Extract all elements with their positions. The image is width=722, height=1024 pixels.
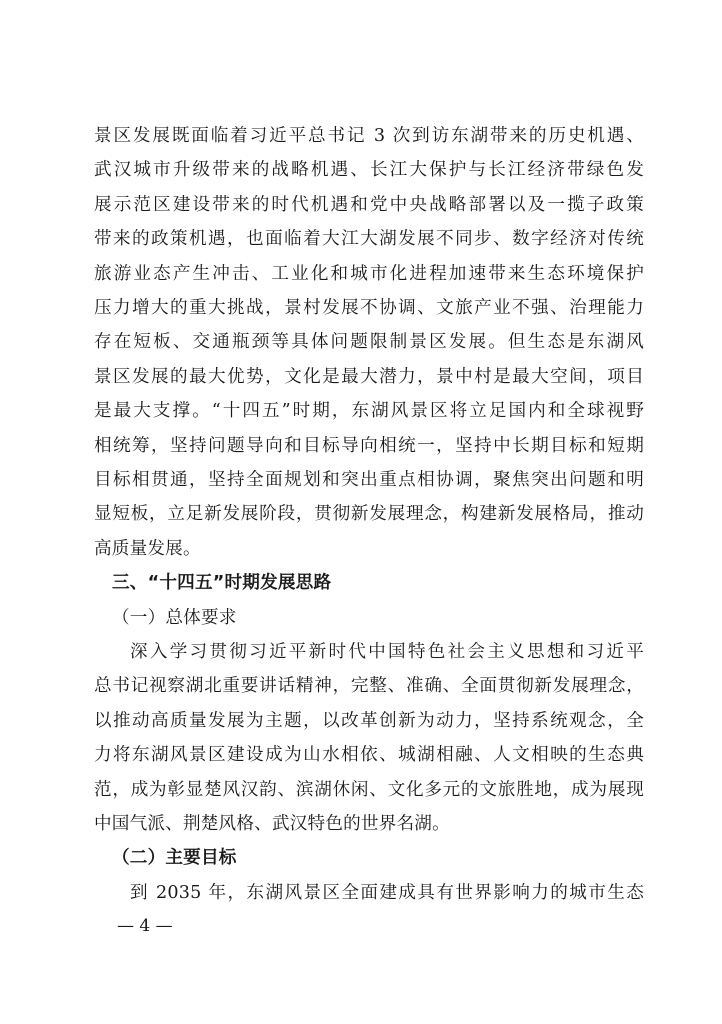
body-text-line: 中国气派、荆楚风格、武汉特色的世界名湖。 — [94, 814, 450, 834]
body-text-line: 相统筹，坚持问题导向和目标导向相统一，坚持中长期目标和短期 — [94, 435, 644, 456]
body-text-line: 深入学习贯彻习近平新时代中国特色社会主义思想和习近平 — [130, 642, 644, 662]
body-text-line: 范，成为彰显楚风汉韵、滨湖休闲、文化多元的文旅胜地，成为展现 — [94, 779, 644, 800]
body-text-line: 显短板，立足新发展阶段，贯彻新发展理念，构建新发展格局，推动 — [94, 504, 644, 525]
body-text-line: 存在短板、交通瓶颈等具体问题限制景区发展。但生态是东湖风 — [94, 332, 644, 353]
subsection-heading-main-goals: （二）主要目标 — [112, 847, 237, 869]
body-text-line: 景区发展既面临着习近平总书记 3 次到访东湖带来的历史机遇、 — [94, 126, 644, 146]
body-text-line: 展示范区建设带来的时代机遇和党中央战略部署以及一揽子政策 — [94, 194, 644, 215]
body-text-line: 压力增大的重大挑战，景村发展不协调、文旅产业不强、治理能力 — [94, 298, 644, 318]
page-number: — 4 — — [117, 916, 173, 936]
subsection-heading-general-requirements: （一）总体要求 — [112, 607, 237, 628]
body-text-line: 力将东湖风景区建设成为山水相依、城湖相融、人文相映的生态典 — [94, 745, 644, 766]
body-text-line: 武汉城市升级带来的战略机遇、长江大保护与长江经济带绿色发 — [94, 160, 644, 181]
body-text-line: 以推动高质量发展为主题，以改革创新为动力，坚持系统观念，全 — [94, 710, 644, 731]
body-text-line: 目标相贯通，坚持全面规划和突出重点相协调，聚焦突出问题和明 — [94, 470, 644, 490]
section-heading: 三、“十四五”时期发展思路 — [112, 573, 332, 594]
body-text-line: 是最大支撑。“十四五”时期，东湖风景区将立足国内和全球视野 — [94, 401, 644, 422]
body-text-line: 高质量发展。 — [94, 538, 201, 559]
body-text-line: 到 2035 年，东湖风景区全面建成具有世界影响力的城市生态 — [130, 882, 644, 903]
body-text-line: 景区发展的最大优势，文化是最大潜力，景中村是最大空间，项目 — [94, 366, 644, 387]
body-text-line: 总书记视察湖北重要讲话精神，完整、准确、全面贯彻新发展理念， — [94, 676, 644, 697]
body-text-line: 旅游业态产生冲击、工业化和城市化进程加速带来生态环境保护 — [94, 263, 644, 284]
body-text-line: 带来的政策机遇，也面临着大江大湖发展不同步、数字经济对传统 — [94, 229, 644, 250]
